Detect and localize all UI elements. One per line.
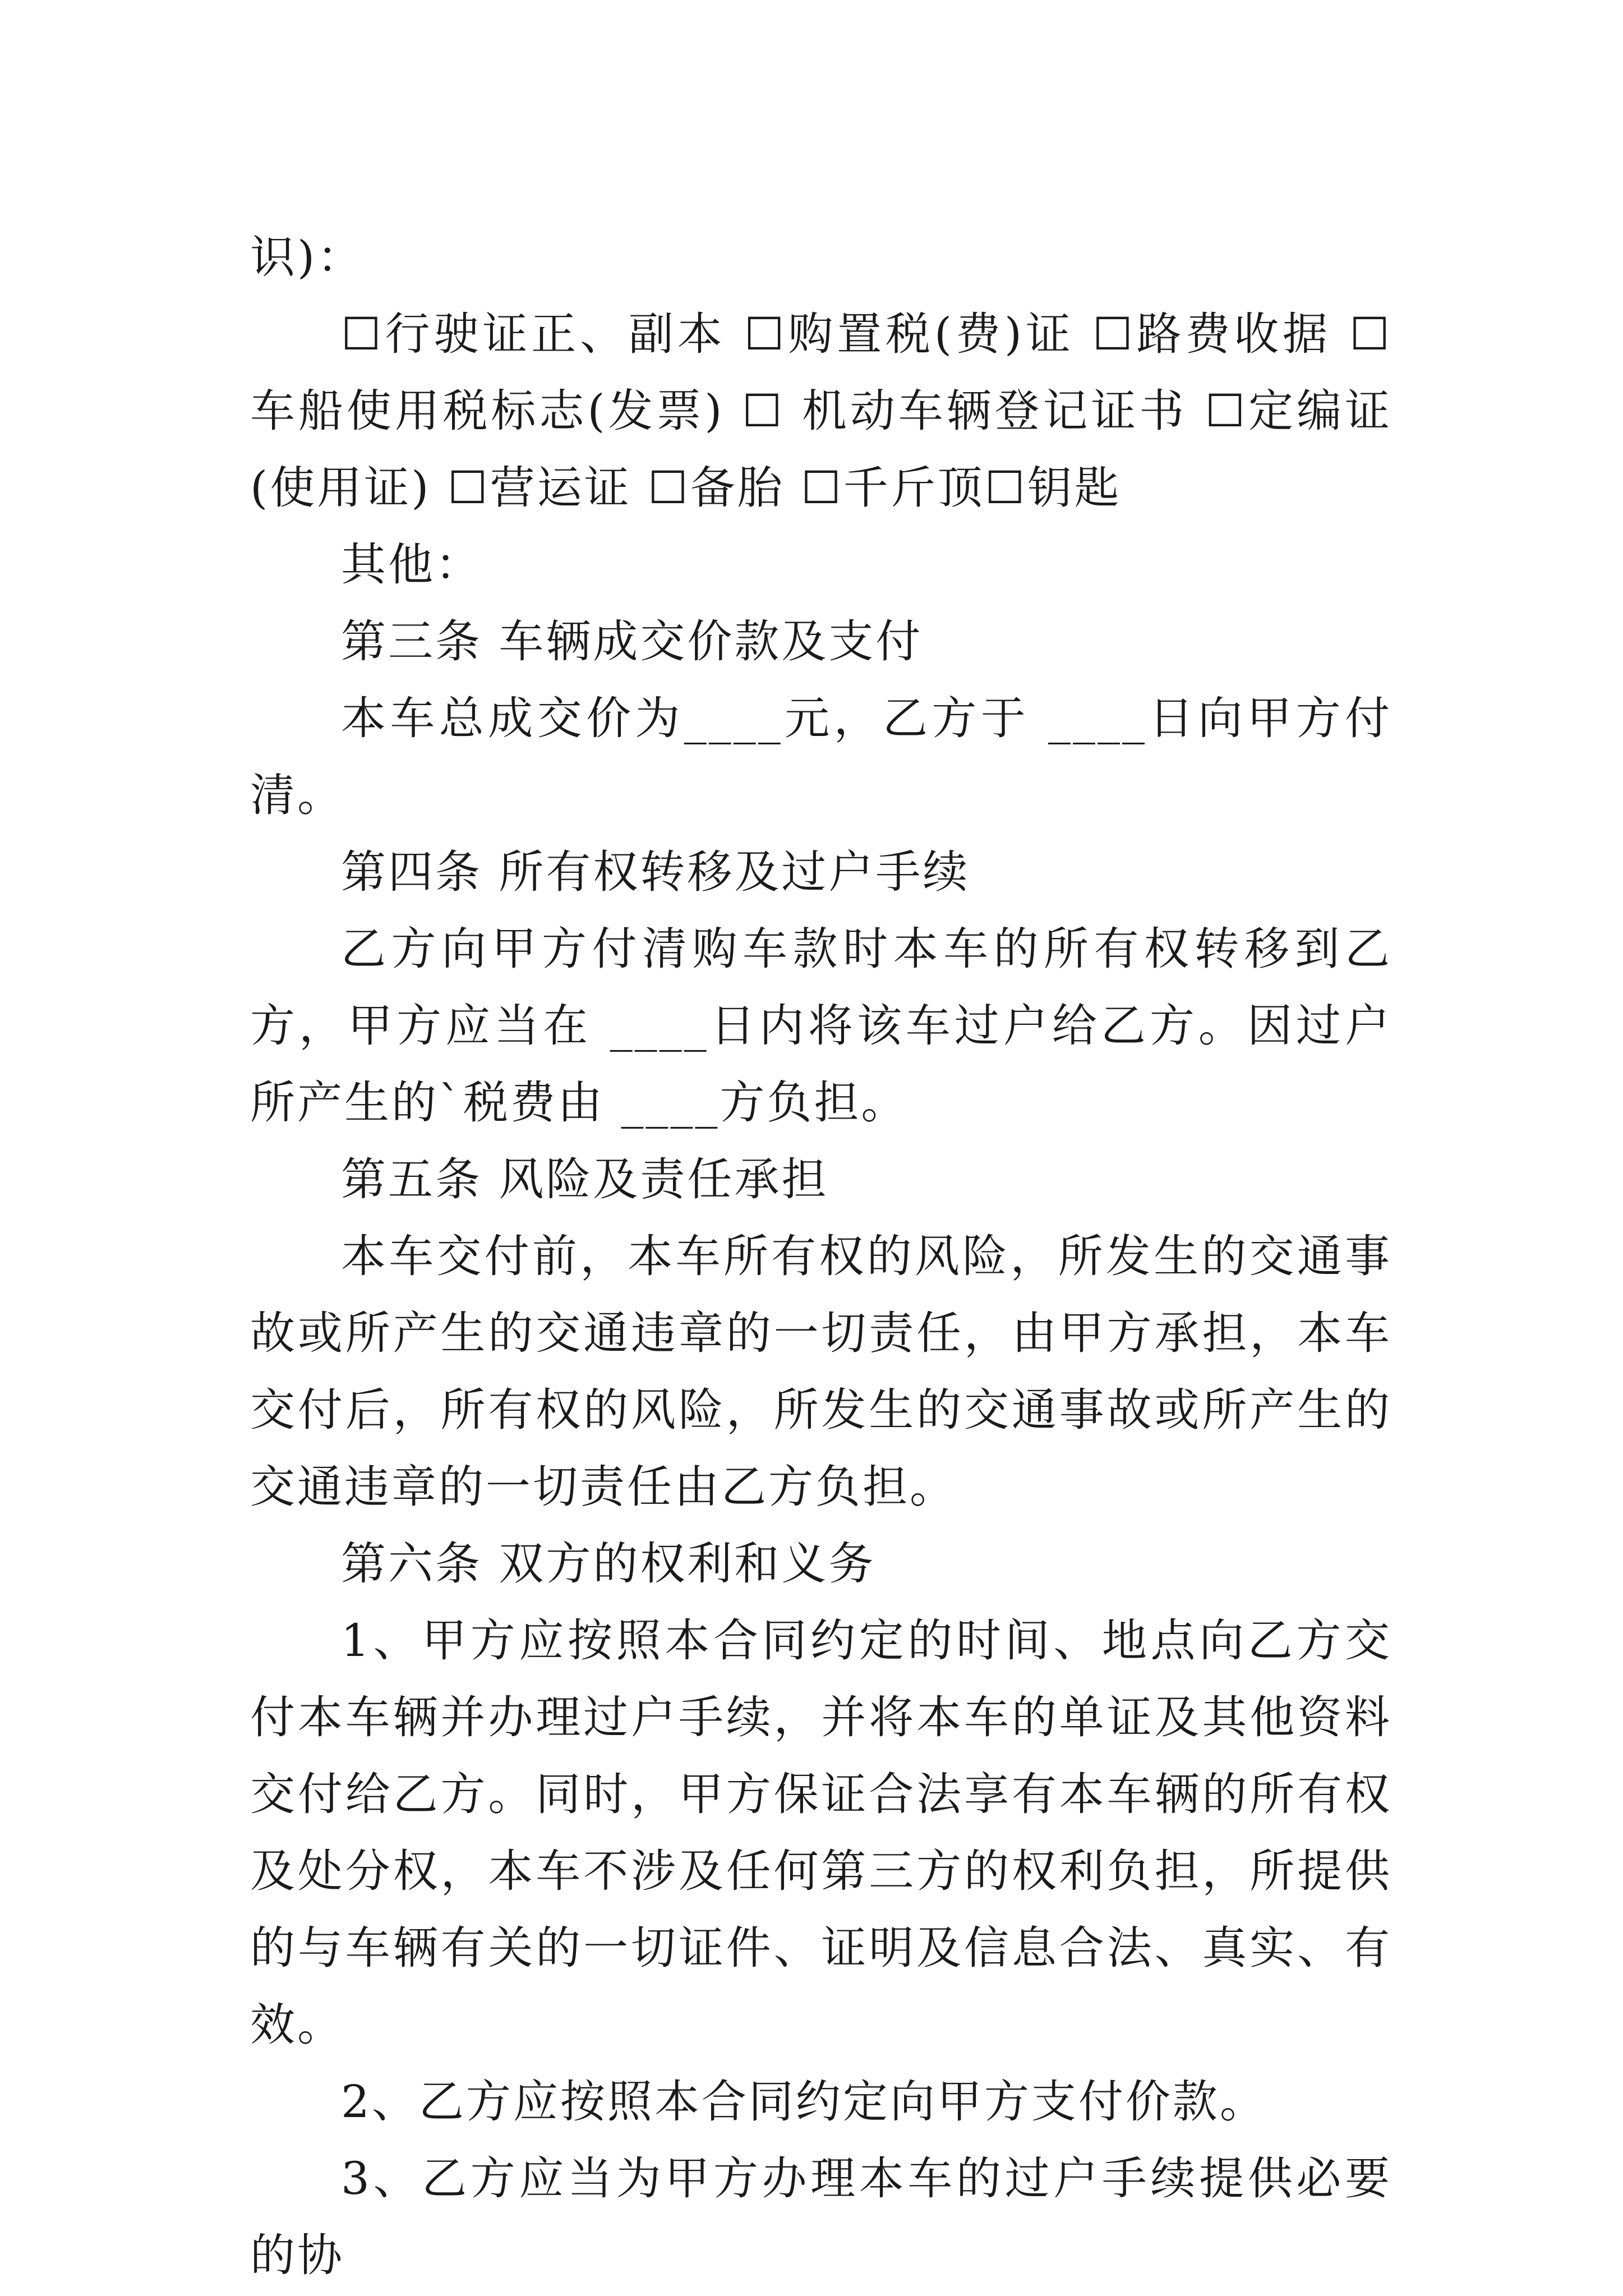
heading-article-6: 第六条 双方的权利和义务 [341, 1538, 876, 1590]
heading-article-5: 第五条 风险及责任承担 [341, 1153, 829, 1205]
document-body [250, 219, 1392, 2294]
paragraph-article-3: 本车总成交价为____元，乙方于 ____日向甲方付清。 [250, 692, 1392, 821]
heading-article-3: 第三条 车辆成交价款及支付 [341, 615, 923, 668]
paragraph-article-4: 乙方向甲方付清购车款时本车的所有权转移到乙方，甲方应当在 ____日内将该车过户给乙方。因过户所产生的`税费由 ____方负担。 [250, 923, 1392, 1129]
paragraph-other: 其他： [341, 539, 482, 591]
paragraph-article-6-item-3: 3、乙方应当为甲方办理本车的过户手续提供必要的协 [250, 2152, 1392, 2281]
paragraph-document-checklist: ☐行驶证正、副本 ☐购置税(费)证 ☐路费收据 ☐车船使用税标志(发票) ☐ 机动车辆登记证书 ☐定编证(使用证) ☐营运证 ☐备胎 ☐千斤顶☐钥匙 [250, 308, 1392, 514]
paragraph-article-6-item-1: 1、甲方应按照本合同约定的时间、地点向乙方交付本车辆并办理过户手续，并将本车的单证及其他资料交付给乙方。同时，甲方保证合法享有本车辆的所有权及处分权，本车不涉及任何第三方的权利负担，所提供的与车辆有关的一切证件、证明及信息合法、真实、有效。 [250, 1614, 1392, 2051]
paragraph-article-5: 本车交付前，本车所有权的风险，所发生的交通事故或所产生的交通违章的一切责任，由甲方承担，本车交付后，所有权的风险，所发生的交通事故或所产生的交通违章的一切责任由乙方负担。 [250, 1230, 1392, 1513]
paragraph-article-6-item-2: 2、乙方应按照本合同约定向甲方支付价款。 [341, 2076, 1267, 2128]
paragraph-continuation: 识)： [250, 231, 365, 283]
heading-article-4: 第四条 所有权转移及过户手续 [341, 846, 970, 898]
